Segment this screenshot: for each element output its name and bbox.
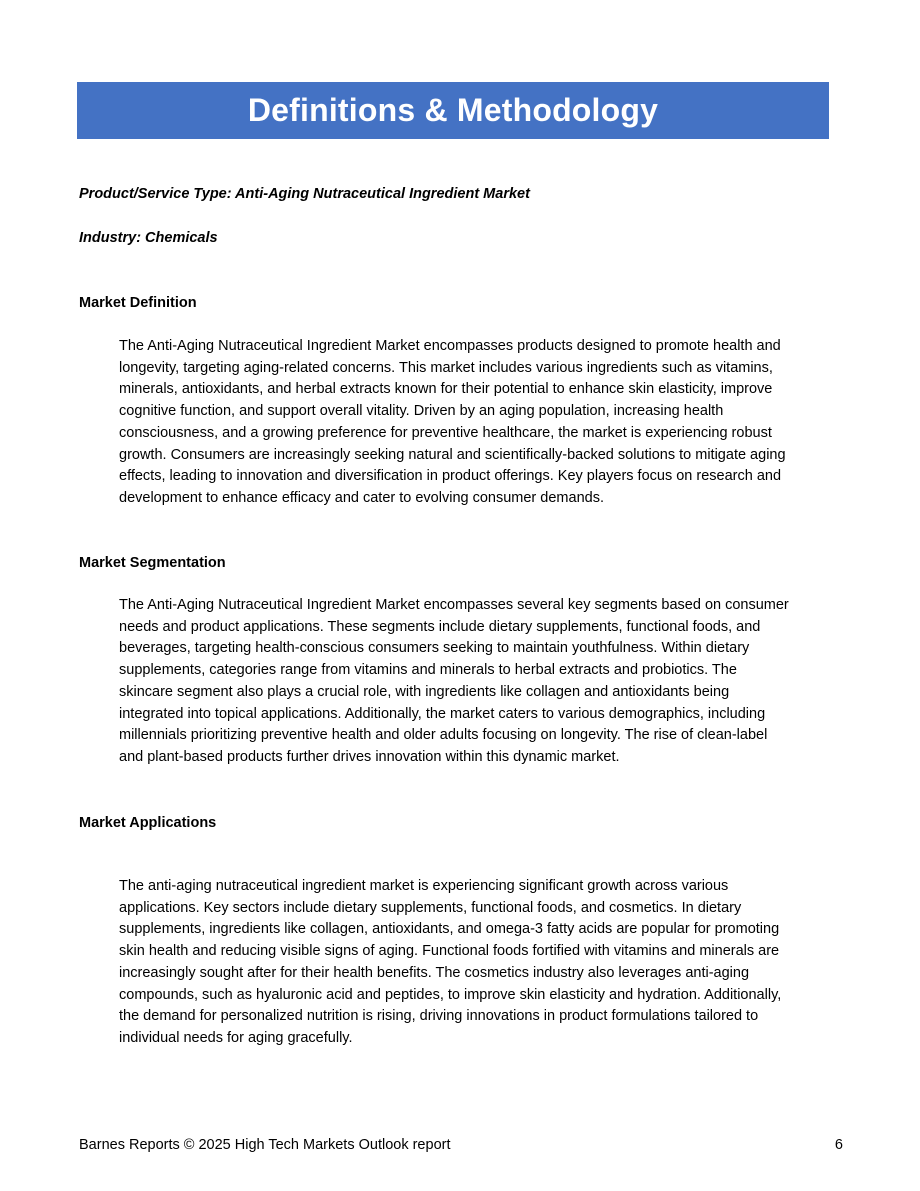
section-body-market-definition: The Anti-Aging Nutraceutical Ingredient Market encompasses products designed to promote health and longevity, targeting aging-related concerns. This market includes various ingredients such as vitamins, minerals, antioxidants, and herbal extracts known for their potential to enhance skin elasticity, improve cognitive function, and support overall vitality. Driven by an aging population, increasing health consciousness, and a growing preference for preventive healthcare, the market is experiencing robust growth. Consumers are increasingly seeking natural and scientifically-backed solutions to mitigate aging effects, leading to innovation and diversification in product offerings. Key players focus on research and development to enhance efficacy and cater to evolving consumer demands. bbox=[119, 338, 786, 506]
section-heading-market-segmentation: Market Segmentation bbox=[79, 555, 226, 571]
page-number: 6 bbox=[834, 1137, 843, 1153]
section-heading-market-definition: Market Definition bbox=[79, 295, 197, 311]
page-title: Definitions & Methodology bbox=[247, 92, 659, 128]
industry-line: Industry: Chemicals bbox=[79, 230, 218, 246]
title-banner bbox=[77, 82, 829, 139]
product-type-line: Product/Service Type: Anti-Aging Nutraceutical Ingredient Market bbox=[79, 186, 530, 202]
section-body-market-segmentation: The Anti-Aging Nutraceutical Ingredient Market encompasses several key segments based on consumer needs and product applications. These segments include dietary supplements, functional foods, and beverages, targeting health-conscious consumers seeking to maintain youthfulness. Within dietary supplements, categories range from vitamins and minerals to herbal extracts and probiotics. The skincare segment also plays a crucial role, with ingredients like collagen and antioxidants being integrated into topical applications. Additionally, the market caters to various demographics, including millennials prioritizing preventive health and older adults focusing on longevity. The rise of clean-label and plant-based products further drives innovation within this dynamic market. bbox=[119, 597, 789, 765]
footer-text: Barnes Reports © 2025 High Tech Markets Outlook report bbox=[79, 1137, 451, 1153]
section-heading-market-applications: Market Applications bbox=[79, 815, 217, 831]
section-body-market-applications: The anti-aging nutraceutical ingredient market is experiencing significant growth across various applications. Key sectors include dietary supplements, functional foods, and cosmetics. In dietary supplements, ingredients like collagen, antioxidants, and omega-3 fatty acids are popular for promoting skin health and reducing visible signs of aging. Functional foods fortified with vitamins and minerals are increasingly sought after for their health benefits. The cosmetics industry also leverages anti-aging compounds, such as hyaluronic acid and peptides, to improve skin elasticity and hydration. Additionally, the demand for personalized nutrition is rising, driving innovations in product formulations tailored to individual needs for aging gracefully. bbox=[119, 878, 782, 1046]
